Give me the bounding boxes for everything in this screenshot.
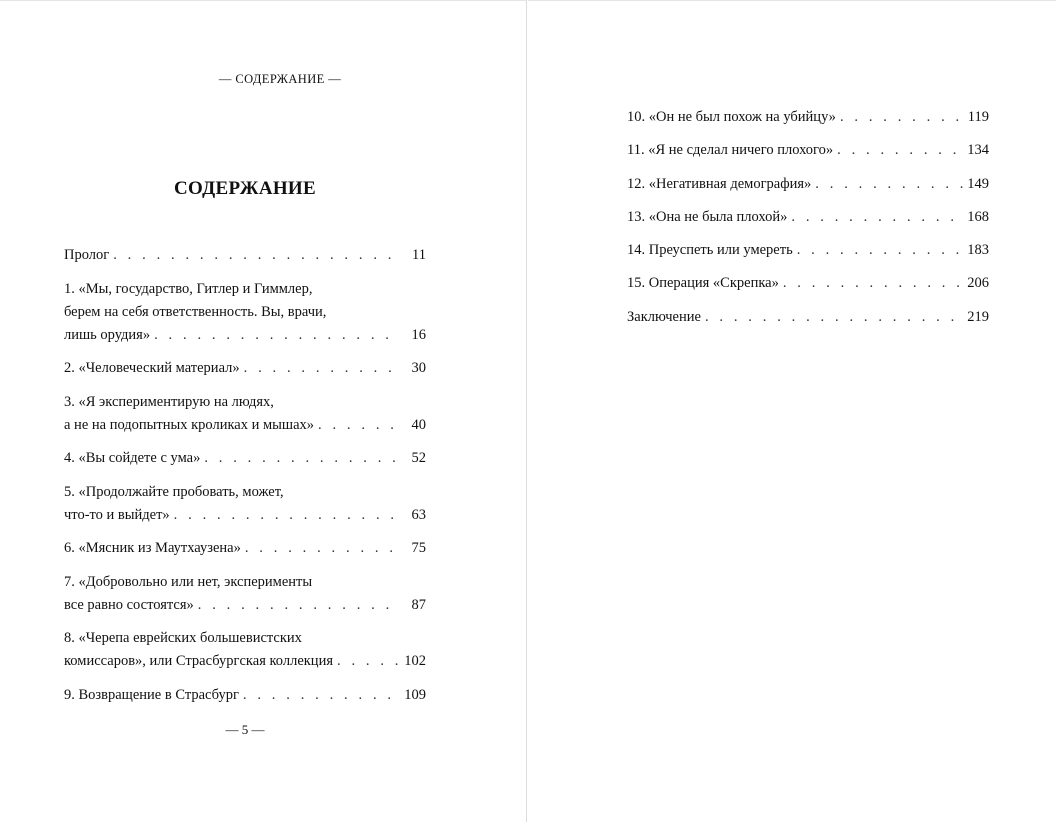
toc-page-number: 168 [967, 208, 989, 225]
toc-entry-row [64, 244, 426, 267]
toc-entry-title-line: 10. «Он не был похож на убийцу» [627, 109, 836, 125]
toc-entry-title-line: лишь орудия» [64, 326, 151, 343]
toc-entry [64, 357, 426, 380]
dot-leader [198, 594, 400, 617]
dot-leader [791, 206, 963, 229]
toc-entry-title-line: 7. «Добровольно или нет, эксперименты [64, 573, 313, 590]
toc-page-number: 52 [411, 450, 426, 466]
dot-leader [337, 650, 400, 673]
toc-entry-title-line: 12. «Негативная демография» [627, 175, 812, 192]
toc-entry-row [64, 414, 426, 437]
dot-leader [154, 324, 400, 347]
toc-entry [64, 244, 426, 267]
running-head: — СОДЕРЖАНИЕ — [218, 72, 342, 86]
toc-entry [64, 447, 426, 470]
toc-entry-row [64, 504, 426, 527]
toc-page-number: 75 [411, 540, 426, 556]
toc-entry [627, 139, 989, 162]
dot-leader [837, 139, 963, 162]
toc-entry [627, 173, 989, 196]
toc-entry-title-line: 1. «Мы, государство, Гитлер и Гиммлер, [64, 280, 313, 297]
dot-leader [174, 504, 400, 527]
toc-page-number: 30 [411, 360, 426, 376]
toc-entry [64, 481, 426, 527]
dot-leader [204, 447, 400, 470]
toc-entry-title-line: 13. «Она не была плохой» [627, 208, 788, 225]
toc-entry-title-line: 9. Возвращение в Страсбург [64, 686, 239, 703]
toc-page-number: 40 [411, 416, 426, 433]
toc-entry [627, 106, 989, 129]
toc-entry [627, 272, 989, 295]
page-edge [0, 0, 526, 1]
dot-leader [783, 272, 963, 295]
toc-entry [64, 537, 426, 560]
toc-entry-row [627, 306, 989, 329]
toc-entry-title-line: что-то и выйдет» [64, 506, 170, 523]
toc-entry [627, 206, 989, 229]
toc-entry-title-line: берем на себя ответственность. Вы, врачи, [64, 303, 327, 320]
page-edge [528, 0, 1056, 1]
toc-right-column [627, 106, 989, 339]
toc-entry [64, 278, 426, 347]
dot-leader [318, 414, 400, 437]
dot-leader [840, 106, 963, 129]
toc-page-number: 219 [967, 308, 989, 325]
toc-entry-row [64, 357, 426, 380]
toc-entry-title-line: 3. «Я экспериментирую на людях, [64, 393, 274, 410]
toc-entry-title-line: Заключение [627, 308, 701, 325]
toc-entry [64, 391, 426, 437]
toc-entry-title-line: 15. Операция «Скрепка» [627, 275, 779, 292]
toc-page-number: 102 [404, 653, 426, 669]
toc-page-number: 149 [967, 175, 989, 192]
toc-entry-row [64, 684, 426, 707]
toc-entry-title-line: 4. «Вы сойдете с ума» [64, 450, 201, 466]
toc-entry-title-line: комиссаров», или Страсбургская коллекция [64, 653, 333, 669]
toc-entry-row [627, 272, 989, 295]
toc-entry-row [627, 106, 989, 129]
page-number: — 5 — [225, 722, 265, 737]
dot-leader [815, 173, 963, 196]
toc-entry [627, 306, 989, 329]
toc-entry-title-line: 14. Преуспеть или умереть [627, 242, 793, 259]
toc-entry-row [64, 537, 426, 560]
toc-entry-title-line: Пролог [64, 247, 110, 263]
dot-leader [244, 357, 400, 380]
toc-entry-row [627, 239, 989, 262]
toc-entry-row [64, 447, 426, 470]
toc-entry-title-line: 6. «Мясник из Маутхаузена» [64, 540, 241, 556]
toc-page-number: 87 [411, 596, 426, 613]
toc-page-number: 16 [411, 326, 426, 343]
toc-entry-row [64, 650, 426, 673]
toc-page-number: 119 [967, 109, 989, 125]
toc-entry-row [64, 324, 426, 347]
dot-leader [245, 537, 400, 560]
toc-entry-title-line: 11. «Я не сделал ничего плохого» [627, 142, 834, 159]
toc-entry [64, 684, 426, 707]
toc-entry-title-line: 5. «Продолжайте пробовать, может, [64, 483, 284, 500]
toc-entry-title-line: а не на подопытных кроликах и мышах» [64, 416, 315, 433]
dot-leader [113, 244, 400, 267]
toc-entry-row [627, 139, 989, 162]
toc-entry-title-line: все равно состоятся» [64, 596, 194, 613]
toc-page-number: 134 [967, 142, 989, 159]
toc-entry-row [627, 206, 989, 229]
dot-leader [243, 684, 400, 707]
toc-entry-row [627, 173, 989, 196]
toc-entry [64, 627, 426, 673]
toc-page-number: 206 [967, 275, 989, 292]
dot-leader [797, 239, 963, 262]
toc-left-column [64, 244, 426, 717]
page-title: СОДЕРЖАНИЕ [174, 178, 316, 199]
toc-page-number: 109 [404, 686, 426, 703]
toc-entry-row [64, 594, 426, 617]
toc-entry [627, 239, 989, 262]
toc-entry-title-line: 8. «Черепа еврейских большевистских [64, 630, 302, 646]
toc-page-number: 63 [411, 506, 426, 523]
toc-entry-title-line: 2. «Человеческий материал» [64, 360, 240, 376]
toc-page-number: 183 [967, 242, 989, 259]
toc-page-number: 11 [412, 247, 426, 263]
toc-entry [64, 571, 426, 617]
dot-leader [705, 306, 963, 329]
